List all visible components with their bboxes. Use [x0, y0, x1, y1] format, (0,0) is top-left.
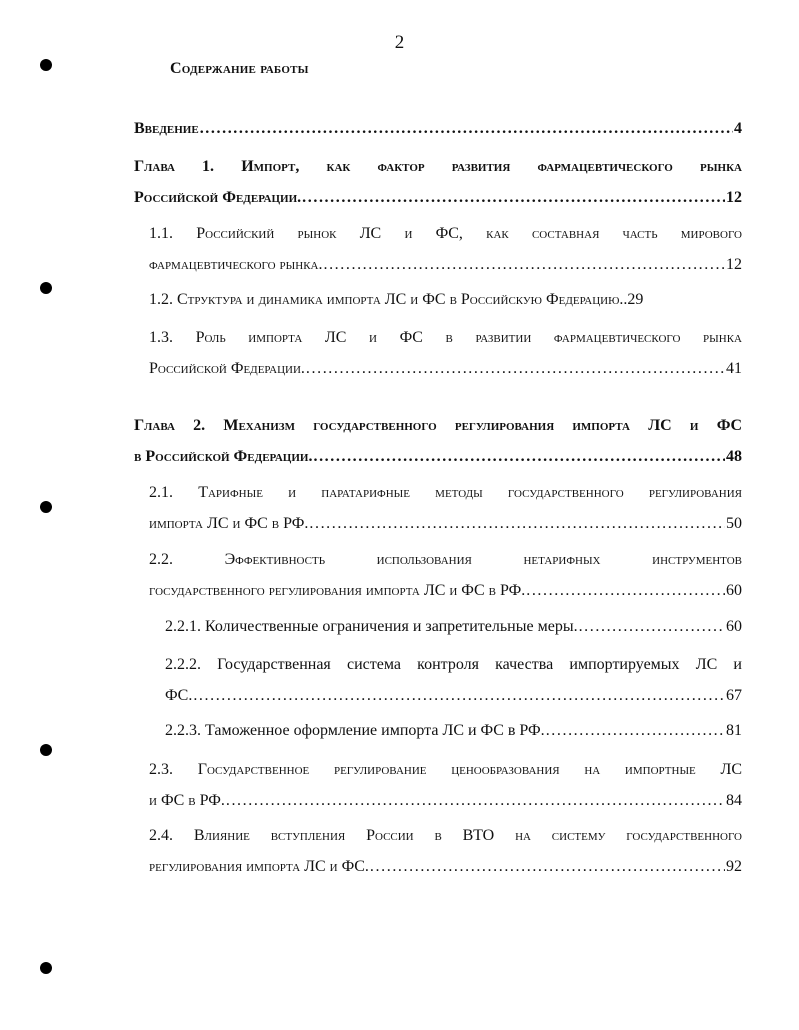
toc-page-number: 48 — [726, 448, 742, 465]
binder-hole — [40, 282, 52, 294]
toc-entry-text: 2.2.3. Таможенное оформление импорта ЛС и ФС в РФ. — [165, 722, 545, 739]
toc-entry-chapter-2[interactable] — [134, 410, 742, 472]
toc-page-number: 29 — [627, 291, 644, 308]
page-title: Содержание работы — [170, 60, 309, 77]
toc-page-number: 60 — [726, 582, 742, 599]
toc-page-number: 50 — [726, 515, 742, 532]
toc-entry-intro[interactable] — [134, 113, 742, 144]
toc-entry-2-2-2[interactable] — [165, 649, 742, 711]
leader-dots — [526, 575, 725, 606]
toc-page-number: 12 — [726, 189, 742, 206]
toc-page-number: 60 — [726, 618, 742, 635]
toc-entry-text: Глава 1. Импорт, как фактор развития фармацевтического рынка — [134, 158, 742, 175]
leader-dots — [226, 785, 725, 816]
toc-entry-text: 2.2.2. Государственная система контроля качества импортируемых ЛС и — [165, 656, 742, 673]
toc-entry-text: 1.1. Российский рынок ЛС и ФС, как составная часть мирового — [149, 225, 742, 242]
toc-entry-text: государственного регулирования импорта ЛС и ФС в РФ. — [149, 582, 526, 599]
leader-dots — [323, 249, 725, 280]
toc-page-number: 84 — [726, 792, 742, 809]
toc-entry-text: 1.3. Роль импорта ЛС и ФС в развитии фармацевтического рынка — [149, 329, 742, 346]
leader-dots — [200, 113, 733, 144]
leader-dots — [193, 680, 725, 711]
toc-entry-text: 2.1. Тарифные и паратарифные методы государственного регулирования — [149, 484, 742, 501]
toc-entry-2-1[interactable] — [149, 477, 742, 539]
binder-hole — [40, 962, 52, 974]
toc-page-number: 41 — [726, 360, 742, 377]
binder-hole — [40, 501, 52, 513]
binder-hole — [40, 59, 52, 71]
toc-entry-text: в Российской Федерации. — [134, 448, 313, 465]
toc-entry-text: Введение — [134, 120, 199, 137]
leader-dots — [579, 611, 725, 642]
toc-page-number: 4 — [734, 120, 742, 137]
toc-page-number: 81 — [726, 722, 742, 739]
toc-entry-text: 2.3. Государственное регулирование ценообразования на импортные ЛС — [149, 761, 742, 778]
leader-dots — [370, 851, 725, 882]
leader-dots — [546, 715, 725, 746]
toc-entry-text: Российской Федерации. — [134, 189, 302, 206]
toc-entry-text: 2.2.1. Количественные ограничения и запретительные меры. — [165, 618, 578, 635]
toc-entry-text: 2.4. Влияние вступления России в ВТО на систему государственного — [149, 827, 742, 844]
toc-entry-2-2-3[interactable] — [165, 715, 742, 746]
page-number: 2 — [394, 32, 405, 53]
toc-entry-text: ФС. — [165, 687, 193, 704]
toc-page-number: 92 — [726, 858, 742, 875]
toc-entry-2-4[interactable] — [149, 820, 742, 882]
toc-entry-text: 1.2. Структура и динамика импорта ЛС и ФС в Российскую Федерацию.. — [149, 291, 628, 308]
toc-entry-1-3[interactable] — [149, 322, 742, 384]
leader-dots — [313, 441, 725, 472]
toc-page-number: 67 — [726, 687, 742, 704]
toc-entry-2-3[interactable] — [149, 754, 742, 816]
toc-entry-1-1[interactable] — [149, 218, 742, 280]
toc-entry-text: импорта ЛС и ФС в РФ. — [149, 515, 309, 532]
leader-dots — [309, 508, 725, 539]
toc-entry-chapter-1[interactable] — [134, 151, 742, 213]
toc-entry-text: Российской Федерации. — [149, 360, 305, 377]
toc-entry-text: и ФС в РФ. — [149, 792, 225, 809]
toc-entry-2-2[interactable] — [149, 544, 742, 606]
toc-entry-1-2[interactable] — [149, 284, 742, 315]
toc-entry-2-2-1[interactable] — [165, 611, 742, 642]
toc-entry-text: фармацевтического рынка. — [149, 256, 323, 273]
leader-dots — [306, 353, 725, 384]
toc-page-number: 12 — [726, 256, 742, 273]
binder-hole — [40, 744, 52, 756]
toc-entry-text: 2.2. Эффективность использования нетарифных инструментов — [149, 551, 742, 568]
toc-entry-text: регулирования импорта ЛС и ФС. — [149, 858, 369, 875]
toc-entry-text: Глава 2. Механизм государственного регулирования импорта ЛС и ФС — [134, 417, 742, 434]
leader-dots — [302, 182, 725, 213]
